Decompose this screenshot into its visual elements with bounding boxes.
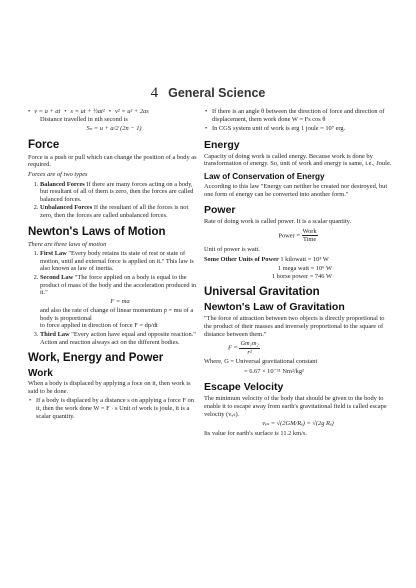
newton-laws-intro: There are three laws of motion xyxy=(28,240,107,248)
page-header xyxy=(0,84,416,102)
other-units: Some Other Units of Power 1 kilowatt = 10³ W xyxy=(204,255,329,263)
escape-text: The minimum velocity of the body that should be given to the body to enable it to escape away from earth's gravitational field is called escape velocity (vₑₛ). xyxy=(204,395,387,418)
gravitation-heading: Universal Gravitation xyxy=(204,286,320,299)
nth-second-equation: Sₙ = u + a/2 (2n − 1) xyxy=(86,125,142,133)
work-bullet: • If a body is displaced by a distance s on applying a force F on it, then the work done W = F · s Unit of work is joule, it is a scalar quantity. xyxy=(28,397,200,420)
unit-row: 1 horse power = 746 W xyxy=(271,272,332,280)
list-item: 1. Balanced Forces If there are many forces acting on a body, but resultant of all of them is zero, then the forces are called balanced forces. xyxy=(40,181,200,204)
law2-more-text: and also the rate of change of linear momentum p = mu of a body is proportional xyxy=(40,307,194,322)
motion-equations xyxy=(28,108,200,116)
energy-text: Capacity of doing work is called energy. Because work is done by transformation of energy. So, unit of work and energy is same, i.e., Joule. xyxy=(204,152,392,168)
force-heading: Force xyxy=(28,138,60,151)
page-number: 4 xyxy=(150,85,159,101)
power-heading: Power xyxy=(204,204,236,217)
escape-equation: vₑₛ = √(2GM/Rₑ) = √(2g Rₑ) xyxy=(262,420,334,428)
list-item: 2. Second Law "The force applied on a body is equal to the product of mass of the body and the acceleration produced in it." F = ma and also the rate of change of linear momentum p = mu of a body is proportional to force applied in direction of force F = dp/dt xyxy=(40,274,200,330)
running-title: General Science xyxy=(168,86,266,100)
gravitation-text: "The force of attraction between two objects is directly proportional to the product of their masses and inversely proportional to the square of distance between them." xyxy=(204,315,385,338)
escape-heading: Escape Velocity xyxy=(204,381,284,394)
equation: v = u + at xyxy=(34,108,61,115)
newton-laws-heading: Newton's Laws of Motion xyxy=(28,225,166,238)
gravitation-equation: F = $\frac{\text{Gm₁m₂}}{\text{r²}}$ xyxy=(228,340,259,356)
wep-heading: Work, Energy and Power xyxy=(28,352,164,365)
force-text: Force is a push or pull which can change the position of a body as required. xyxy=(28,153,197,169)
equation: v² = u² + 2as xyxy=(114,108,149,115)
energy-heading: Energy xyxy=(204,138,240,151)
law2-tail-text: to force applied in direction of force F = dp/dt xyxy=(40,322,158,330)
right-column xyxy=(204,108,392,439)
bullet-icon: • xyxy=(64,108,67,115)
newton-laws-list xyxy=(28,250,200,346)
list-item: 1. First Law "Every body retains its state of rest or state of motion, until and external force is applied on it." This law is also known as law of inertia. xyxy=(40,250,200,273)
power-equation: Power = $\frac{\text{Work}}{\text{Time}}$ xyxy=(278,227,317,244)
bullet-icon: • xyxy=(28,108,31,115)
power-text: Rate of doing work is called power. It is a scalar quantity. xyxy=(204,218,352,226)
equation: F = ma xyxy=(110,297,130,305)
list-item: 3. Third Law "Every action have equal and opposite reaction." Action and reaction always act on the different bodies. xyxy=(40,331,200,346)
conservation-heading: Law of Conservation of Energy xyxy=(204,171,325,181)
work-text: When a body is displaced by applying a foce on it, then work is said to be done. xyxy=(28,380,191,395)
escape-value: Its value for earth's surface is 11.2 km/s. xyxy=(204,429,307,437)
nth-second-text: Distance travelled in nth second is xyxy=(40,115,128,123)
unit-row: 1 mega watt = 10⁶ W xyxy=(277,265,332,273)
equation: s = ut + ½at² xyxy=(70,108,105,115)
cgs-unit-bullet: • In CGS system unit of work is erg 1 joule = 10⁷ erg. xyxy=(204,125,392,133)
work-heading: Work xyxy=(28,368,53,380)
work-angle-bullet: • If there is an angle θ between the direction of force and direction of displacement, them work done W = Fs cos θ xyxy=(204,108,392,123)
left-column xyxy=(28,108,200,422)
newton-gravitation-heading: Newton's Law of Gravitation xyxy=(204,301,345,314)
force-types-list xyxy=(28,181,200,220)
power-unit-text: Unit of power is watt. xyxy=(204,245,260,253)
conservation-text: According to this law "Energy can neither be created nor destroyed, but one form of energy can be converted into another form." xyxy=(204,182,388,198)
list-item: 2. Unbalanced Forces If the resultant of all the forces is not zero, then the forces are called unbalanced forces. xyxy=(40,204,200,219)
force-types-intro: Forces are of two types xyxy=(28,170,88,178)
bullet-icon: • xyxy=(108,108,111,115)
gravitation-value: = 6.67 × 10⁻¹¹ Nm²/kg² xyxy=(244,367,304,375)
gravitation-where: Where, G = Universal gravitational constant xyxy=(204,358,318,366)
